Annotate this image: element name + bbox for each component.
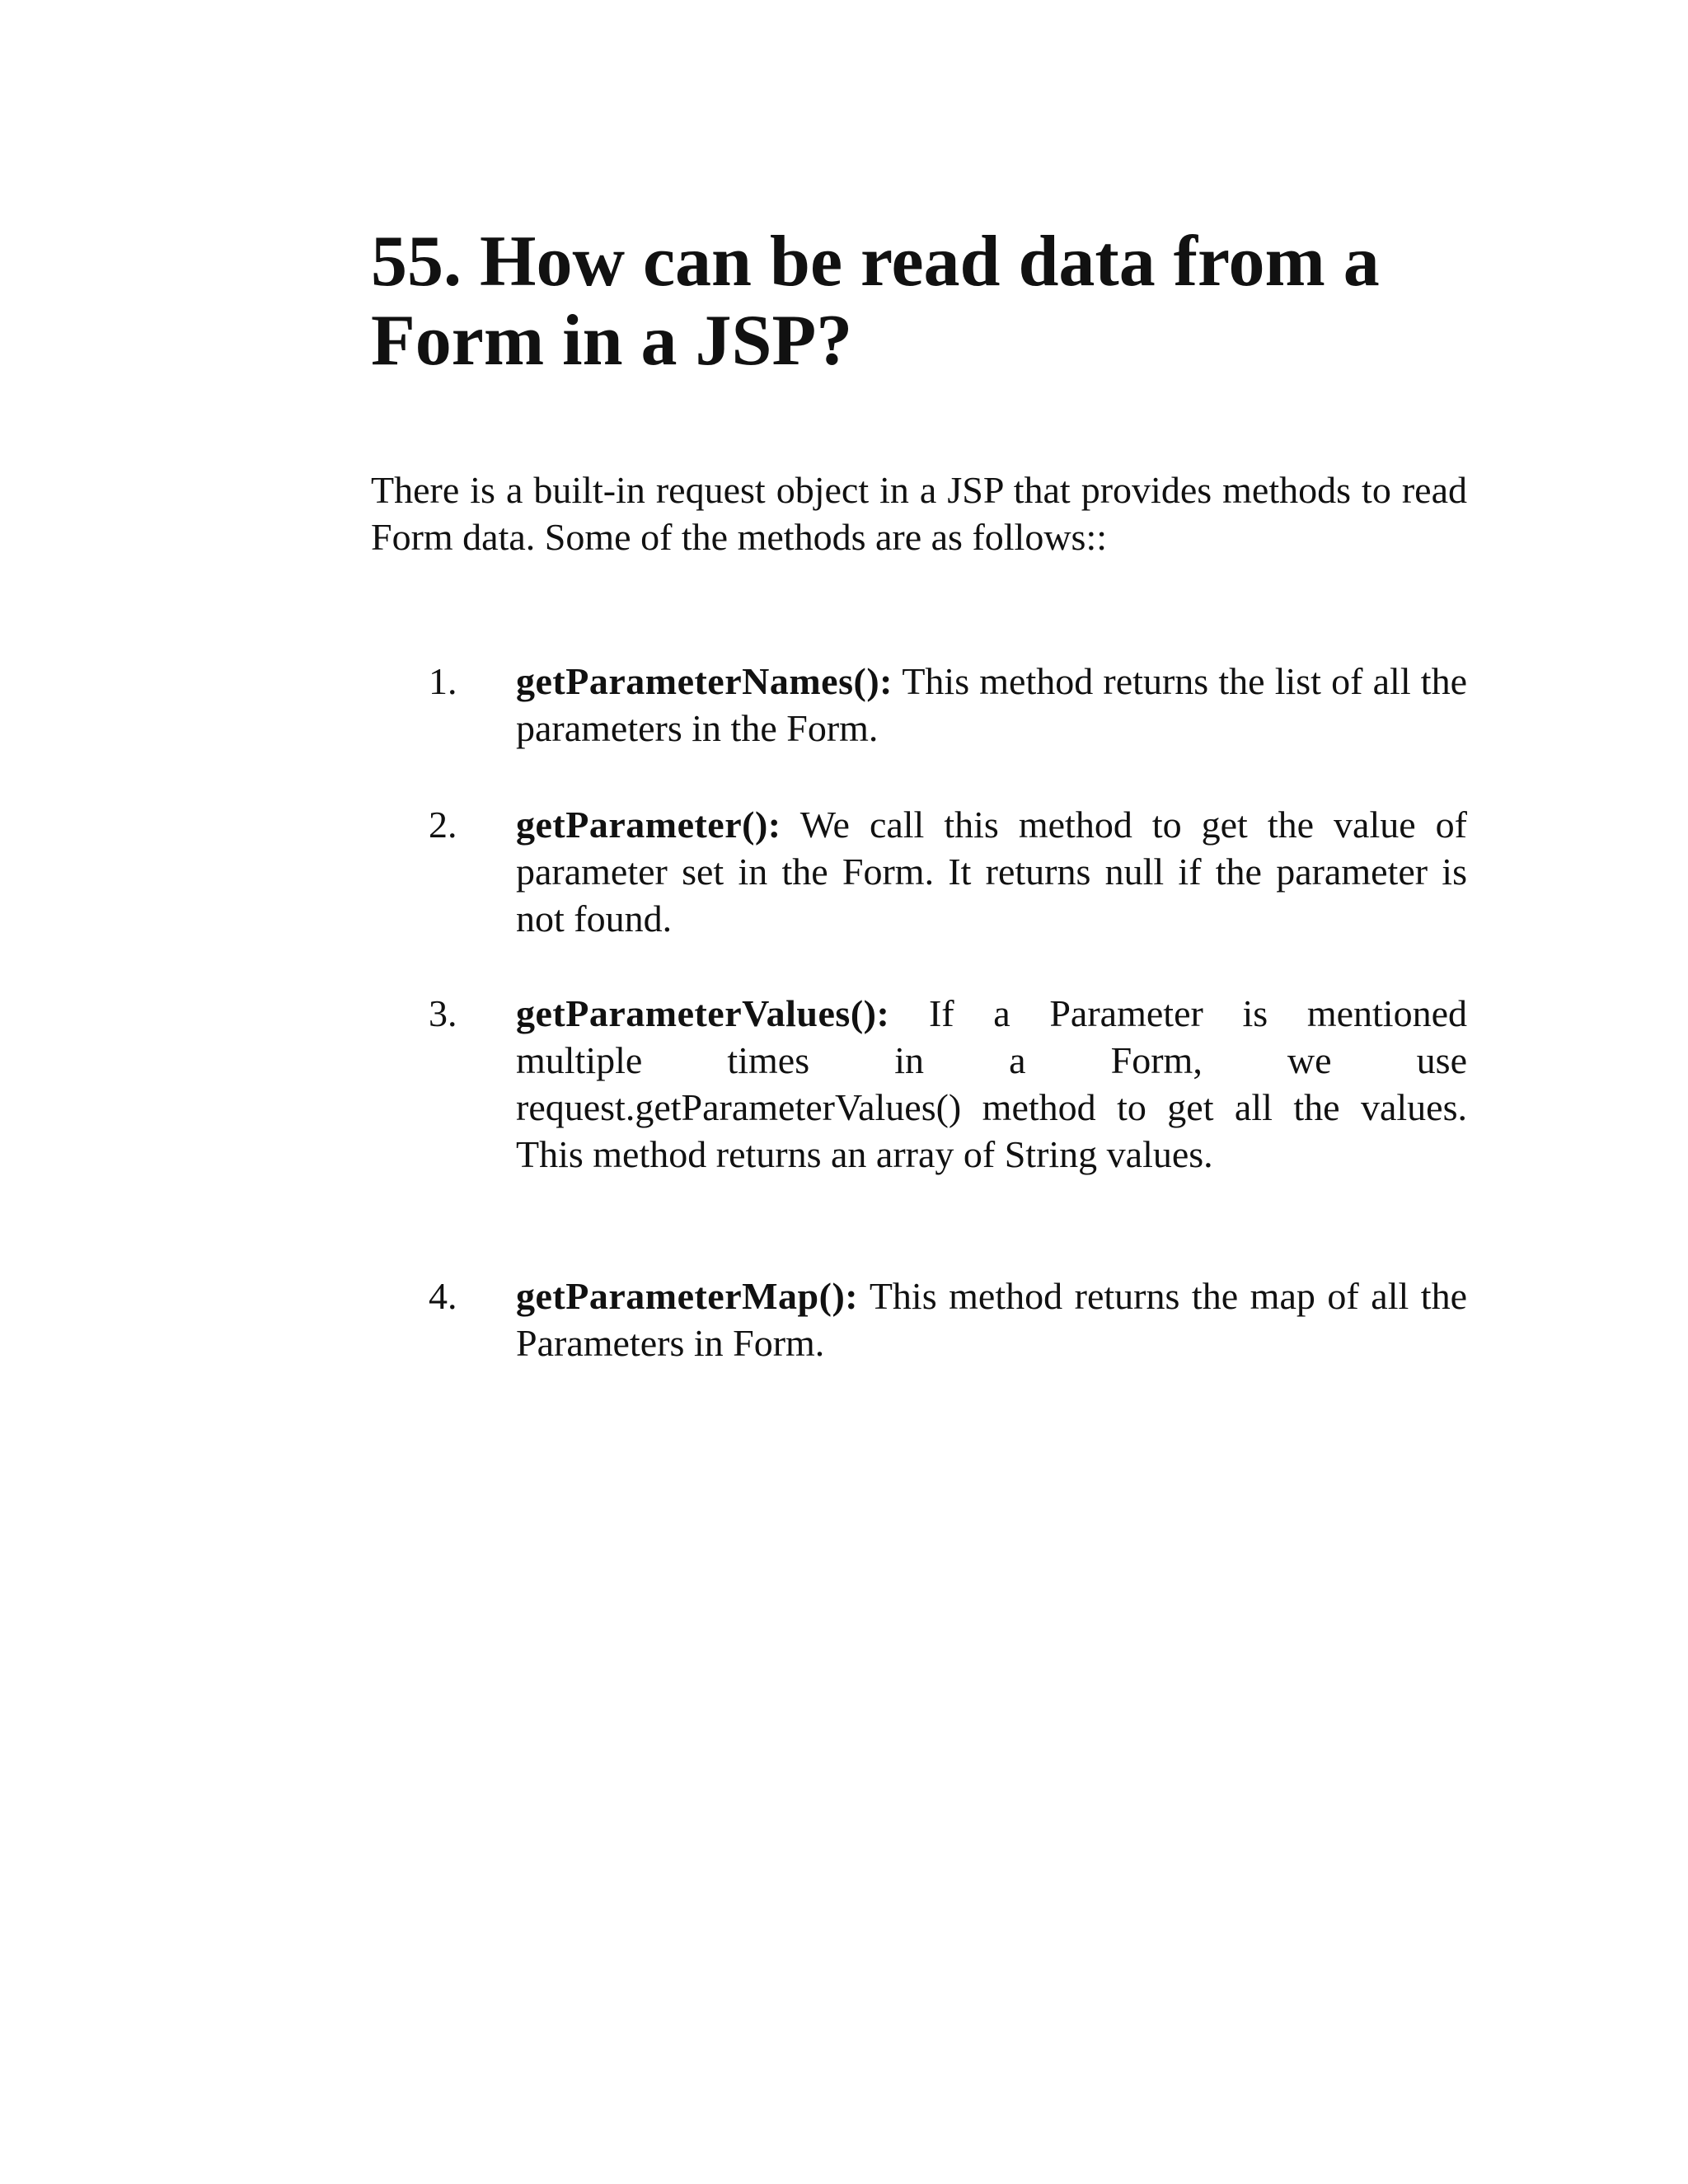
list-item-body bbox=[516, 990, 1467, 1178]
method-name: getParameterNames(): bbox=[516, 660, 893, 702]
method-description: We call this method to get the value of parameter set in the Form. It returns null if the parameter is not found. bbox=[516, 804, 1467, 940]
heading-line-1: How can be read data from a bbox=[480, 222, 1380, 302]
method-name: getParameterValues(): bbox=[516, 992, 890, 1034]
method-description-rest: request.getParameterValues() method to get all the values. This method returns an array of String values. bbox=[516, 1086, 1467, 1175]
list-item-body bbox=[516, 801, 1467, 942]
list-marker: 1. bbox=[429, 660, 457, 702]
method-description-line-2: multiple times in a Form, we use bbox=[516, 1039, 1467, 1081]
list-marker: 3. bbox=[429, 992, 457, 1034]
list-marker: 2. bbox=[429, 804, 457, 846]
list-item-line bbox=[516, 990, 1467, 1037]
list-marker: 4. bbox=[429, 1275, 457, 1317]
list-item-body bbox=[516, 1272, 1467, 1366]
method-description: This method returns the map of all the Parameters in Form. bbox=[516, 1275, 1467, 1364]
question-heading bbox=[371, 223, 1525, 381]
method-description: This method returns the list of all the parameters in the Form. bbox=[516, 660, 1467, 749]
intro-paragraph: There is a built-in request object in a JSP that provides methods to read Form data. Some of the methods are as follows:: bbox=[371, 469, 1467, 558]
method-name: getParameterMap(): bbox=[516, 1275, 859, 1317]
question-number: 55. bbox=[371, 222, 462, 302]
method-name: getParameter(): bbox=[516, 804, 781, 846]
method-description-line-1: If a Parameter is mentioned bbox=[928, 992, 1467, 1034]
heading-line-2: Form in a JSP? bbox=[371, 301, 853, 381]
list-item-body bbox=[516, 658, 1467, 752]
